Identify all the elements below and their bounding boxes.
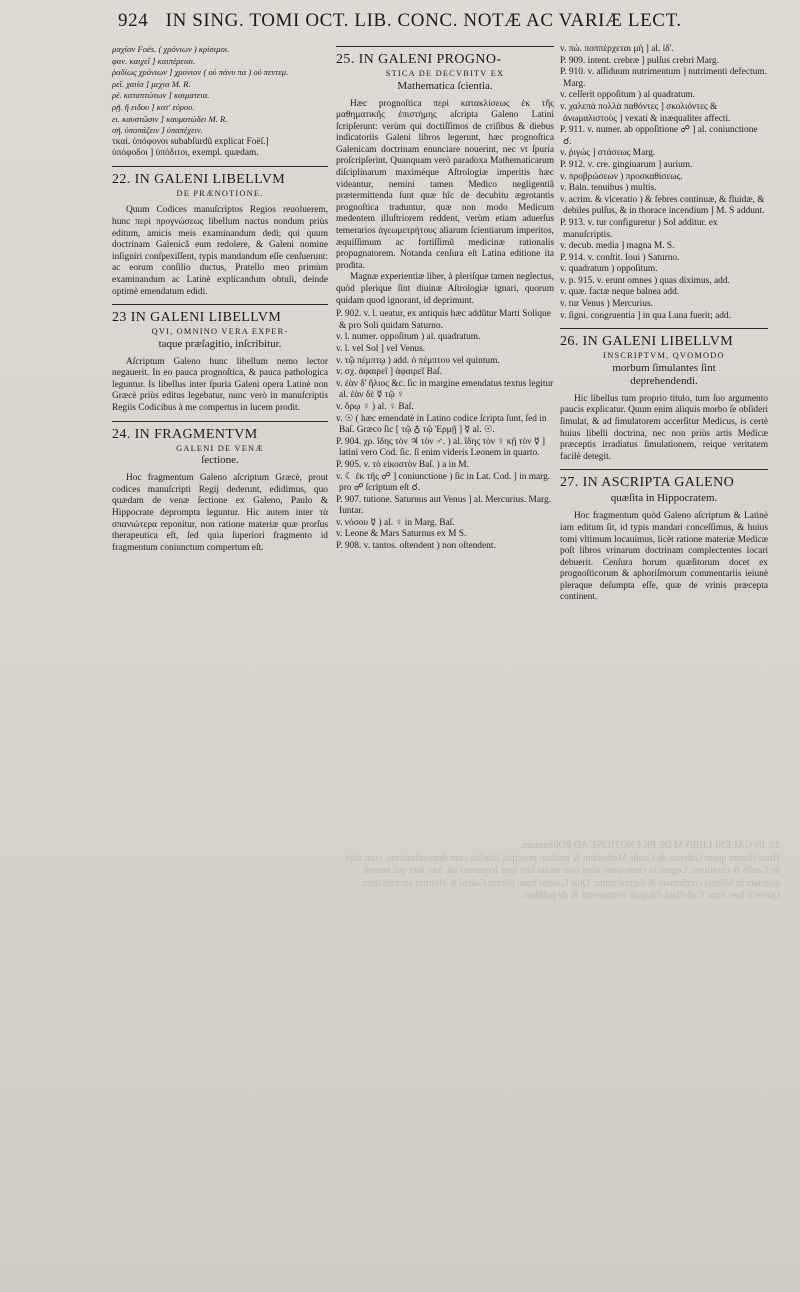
left-column <box>112 44 328 554</box>
section-22-title: 22. IN GALENI LIBELLVM <box>112 171 286 187</box>
bleed-line: 20. IN GALENI LIBRVM DE PRÆNOTIONE AD POſthumum. <box>519 840 780 851</box>
variant-note: ει. καυστῶσιν ] καυματώδει M. R. <box>112 113 228 124</box>
middle-notes <box>336 309 554 552</box>
variant-note: P. 911. v. numer. ab oppoſitione ☍ ] al. coniunctione ☌. <box>560 125 758 147</box>
variant-note: v. l. vel Sol ] vel Venus. <box>336 343 426 354</box>
section-23-title: 23 IN GALENI LIBELLVM <box>112 310 282 326</box>
section-27-text: Hoc fragmentum quòd Galeno aſcriptum & Latinè iam editum ſit, id typis mandari conceſſimus, & huius tomi vltimum locauimus, licèt ratione materiæ Medicæ poſt libros vrinarum doctrinam complectentes locari debuerit. Cenſura horum quæſitorum docet ex prognoſticorum & aphoriſmorum commentariis ieiunè pleraque deſumpta eſſe, quæ de vrinis præcepta continent. <box>560 511 768 603</box>
right-column <box>560 44 768 604</box>
section-23-subtitle: QVI, OMNINO VERA EXPER- <box>151 327 289 337</box>
variant-note: v. acrim. & vlceratio ) & febres continuæ, & fluidæ, & debiles pulſus, & in thorace incendium ] M. S addunt. <box>560 194 765 217</box>
variant-note: σῆ. ὑποπάζειν ] ὑπαπέχειν. <box>112 125 203 136</box>
section-22-text: Quum Codices manuſcriptos Regios reuoluerem, hunc περὶ προγνώσεως libellum nactus nondum priùs editum, amicis meis examinandum dedi; qui quum doctrinam Galenicã eum redolere, & Galeni nomine inſigniri conſpexiſſent, typis mandandum eſſe cenſuerunt: ac eorum conſilio ductus, Pratello meo primùm examinandum ac Latinè explicandum obtuli, deinde optimè emendatum edidi. <box>112 205 328 297</box>
section-26-text: Hic libellus tum proprio titulo, tum ſuo argumento paucis explicatur. Quum enim aliquis morbo ſe obſideri ſimulat, & ad ſimulatorem accerſitur Medicus, is certè huius libelli doctrina, nec non priùs artis Medicæ præceptis irradiatus ſimulationem, reique veritatem facilè detegit. <box>560 393 768 462</box>
variant-note: ῥαδίως χρόνιων ] χρονιον ( οὐ πάνυ πα ) οὐ πεντεμ. <box>112 67 289 78</box>
section-26-subtitle-2: morbum ſimulantes ſint <box>612 361 716 374</box>
bleed-through-text <box>340 840 780 1260</box>
variant-note: v. Baln. tenuibus ) multis. <box>560 183 657 194</box>
bleed-line: Hunc librum quem Galenus de Cauſis Methodum & modum præcipit, libellus cum demonſtratione, cum alijs de Cauſis & curatione. Legunt in contexibus alias quæ multa ſunt quæ ſequuntur ad. hæc ſunt qui nouent quædam in hiſtoria confirmant & dignoſcuntur. Quæ Galeno hunc librum Galeni & aliorum auctoritatem. Quiescit hæc nunc Caſtellani diſcipuli continentur & de pulſibus. <box>345 852 780 901</box>
variant-note: ρέ. καταπτώτων ] καιματεια. <box>112 90 210 101</box>
variant-note: v. ceſſerit oppoſitum ) al quadratum. <box>560 90 696 101</box>
variant-note: τκαί. ὑπόφονοι subabſurdũ explicat Foëſ.] <box>112 136 269 147</box>
variant-note: v. πὼ. ποππέρχεται μὴ ] al. ἰδ'. <box>560 44 674 54</box>
section-rule <box>560 328 768 329</box>
variant-note: P. 912. v. cre. gingiuarum ] aurium. <box>560 159 693 170</box>
section-rule <box>112 166 328 167</box>
section-27-subtitle: quæſita in Hippocratem. <box>610 492 718 505</box>
section-24-subtitle: GALENI DE VENÆ <box>176 443 264 453</box>
page-number: 924 <box>118 10 149 31</box>
section-25-subtitle-2: Mathematica ſcientia. <box>397 79 493 92</box>
section-22-subtitle: DE PRÆNOTIONE. <box>176 188 264 198</box>
section-25-subtitle: STICA DE DECVBITV EX <box>385 69 505 78</box>
variant-note: P. 908. v. tantos. oſtendent ) non oſtendent. <box>336 541 496 552</box>
variant-note: v. decub. media ] magna M. S. <box>560 241 675 252</box>
section-26-title: 26. IN GALENI LIBELLVM <box>560 334 734 350</box>
left-notes <box>112 44 328 160</box>
variant-note: v. Leone & Mars Saturnus ex M S. <box>336 529 467 540</box>
variant-note: P. 905. v. τὸ εἰκοστὸν Baſ. ) a in M. <box>336 459 469 470</box>
section-25-text-2: Magnæ experientiæ liber, à pleriſque tamen neglectus, quòd plerique ſint diuinæ Aſtrologiæ ignari, quorum quidam quod ignorant, id deprimunt. <box>336 272 554 306</box>
variant-note: v. χαλεπὰ πολλὰ παθόντες ] σκολιόντες & ἀνωμαλιστοὺς ] vexati & inæqualiter affecti. <box>560 101 731 124</box>
variant-note: v. quadratum ) oppoſitum. <box>560 264 658 275</box>
section-rule <box>112 304 328 305</box>
variant-note: v. τῷ πέμπτῳ ) add. ὁ πέμπτου vel quintum. <box>336 355 500 366</box>
variant-note: v. p. 915. v. erunt omnes ) quas diximus, add. <box>560 275 730 286</box>
variant-note: v. σχ. ἀφαιρεῖ ] ἀφαιρεῖ Baſ. <box>336 367 442 378</box>
variant-note: v. ſigni. congruentia ] in qua Luna fuerit; add. <box>560 310 731 321</box>
section-rule <box>560 469 768 470</box>
variant-note: φαν. καιχεῖ ] καιπέρειαι. <box>112 55 196 66</box>
section-27-title: 27. IN ASCRIPTA GALENO <box>560 475 735 491</box>
variant-note: v. ☉ ( hæc emendatè in Latino codice ſcripta ſunt, ſed in Baſ. Græco ſic [ τῷ ♁ τῷ Ἑρμῇ ] ☿ al. ☉. <box>336 413 547 436</box>
running-head <box>118 10 758 32</box>
section-26-subtitle: INSCRIPTVM, QVOMODO <box>603 351 725 361</box>
variant-note: P. 904. χρ. ἴδης τὸν ♃ τὸν ♂. ) al. ἴδης τὸν ♀ κῇ τὸν ☿ ] latini vero Cod. ſic. ſi enim videris Leonem in quarto. <box>336 436 546 459</box>
section-rule <box>112 421 328 422</box>
variant-note: v. νόσου ☿ ) al. ♀ in Marg. Baſ. <box>336 517 455 528</box>
section-23-subtitle-2: taque præſagitio, inſcribitur. <box>158 337 282 350</box>
section-25-title: 25. IN GALENI PROGNO- <box>336 52 502 67</box>
variant-note: v. ῥιγώς ] στάσεως Marg. <box>560 148 656 159</box>
variant-note: v. ὅρῳ ♀ ) al. ♀ Baſ. <box>336 401 414 412</box>
section-24-text: Hoc fragmentum Galeno aſcriptum Græcè, prout codices manuſcripti Regij dederunt, edidimus, quo quædam de venæ ſectione ex Galeno, Paulo & Hippocrate deprompta leguntur. Hic autem inter τὰ σπανιώτερα reponitur, non ratione materiæ quæ prorſus therapeutica eſt, ſed quia ſuperiori fragmento id fragmentum coniunctum compertum eſt. <box>112 473 328 553</box>
section-24-subtitle-2: ſectione. <box>201 454 239 467</box>
section-26-subtitle-3: deprehendendi. <box>630 374 698 387</box>
variant-note: P. 907. tutione. Saturnus aut Venus ] al. Mercurius. Marg. Iuntar. <box>336 494 551 517</box>
variant-note: ρῇ. ἤ ειδου ] κατ' εὐρου. <box>112 101 195 112</box>
variant-note: v. tur Venus ) Mercurius. <box>560 299 653 310</box>
variant-note: v. l. numer. oppoſitum ) al. quadratum. <box>336 332 481 343</box>
variant-note: v. προβρώσεων ) προσκαθίσεως. <box>560 171 683 182</box>
variant-note: P. 902. v. l. ueatur, ex antiquis hæc addũtur Marti Solique & pro Soli quidam Saturno. <box>336 309 551 331</box>
variant-note: P. 913. v. tur configuretur ) Sol additur. ex manuſcriptis. <box>560 217 718 240</box>
variant-note: μαχίαν Foës. ( χρόνιων ) κρίσιμοι. <box>112 44 230 54</box>
variant-note: P. 914. v. conſtit. Ioui ) Saturno. <box>560 252 680 263</box>
running-title: IN SING. TOMI OCT. LIB. CONC. NOTÆ AC VARIÆ LECT. <box>165 10 682 31</box>
variant-note: v. ἐὰν δ' ἤλιος &c. ſic in margine emendatus textus legitur al. ἐὰν δὲ ☿ τῷ ♀ <box>336 378 554 401</box>
section-23-text: Aſcriptum Galeno hunc libellum nemo lector negauerit. In eo pauca prognoſtica, & pauca pathologica leguntur. Is libellus inter ſpuria Galeni opera Latinè non Græcè priùs editus legebatur, nunc verò in manuſcriptis Regiis Codicibus à me compertus in lucem prodit. <box>112 356 328 414</box>
variant-note: v. quæ. factæ neque balnea add. <box>560 287 680 298</box>
section-24-title: 24. IN FRAGMENTVM <box>112 426 258 442</box>
variant-note: ὑπόφοδοι ] ὑπόδιτοι, exempl. quædam. <box>112 148 259 159</box>
variant-note: P. 909. intent. crebræ ] pulſus crebri Marg. <box>560 55 719 66</box>
variant-note: ρεῖ. χαιία ] μεχια M. R. <box>112 78 191 89</box>
variant-note: v. ☾ ἐκ τῆς ☍ ] coniunctione ) ſic in Lat. Cod. ] in marg. pro ☍ ſcriptum eſt ☌. <box>336 471 551 494</box>
section-25-text: Hæc prognoſtica περὶ κατακλίσεως ἐκ τῆς μαθηματικῆς ἐπιστήμης aſcripta Galeno Latini ſcripſerunt: verùm qui doctiſſimos de criſibus & diebus indicatoriis Galeni libros legerunt, hæc prognoſtica Galenicam doctrinam enunciare nouerint, nec vt ſpuria proſcripſerint. Quanquam verò paradoxa Mathematicarum diſciplinarum maximéque Aſtrologiæ imperitis hæc videantur, nemini tamen Medico negligentiã prætermittenda ſunt quæ hîc de decubitu ægrotantis prognoſtica traduntur, quæ non modo Medicum medentem illuſtriorem reddent, verùm etiam aduerſus temerarios ἀγεωμετρήτους aliarum ſcientiarum imperitos, æquiſſimum ac fortiſſimũ medicinæ rationalis propugnatorem. Notanda cenſura eſt Latina editione ita prodita. <box>336 98 554 271</box>
right-notes <box>560 44 768 322</box>
section-rule <box>336 46 554 47</box>
variant-note: P. 910. v. aſſiduum nutrimentum ] nutrimenti defectum. Marg. <box>560 67 767 89</box>
middle-column <box>336 44 554 553</box>
